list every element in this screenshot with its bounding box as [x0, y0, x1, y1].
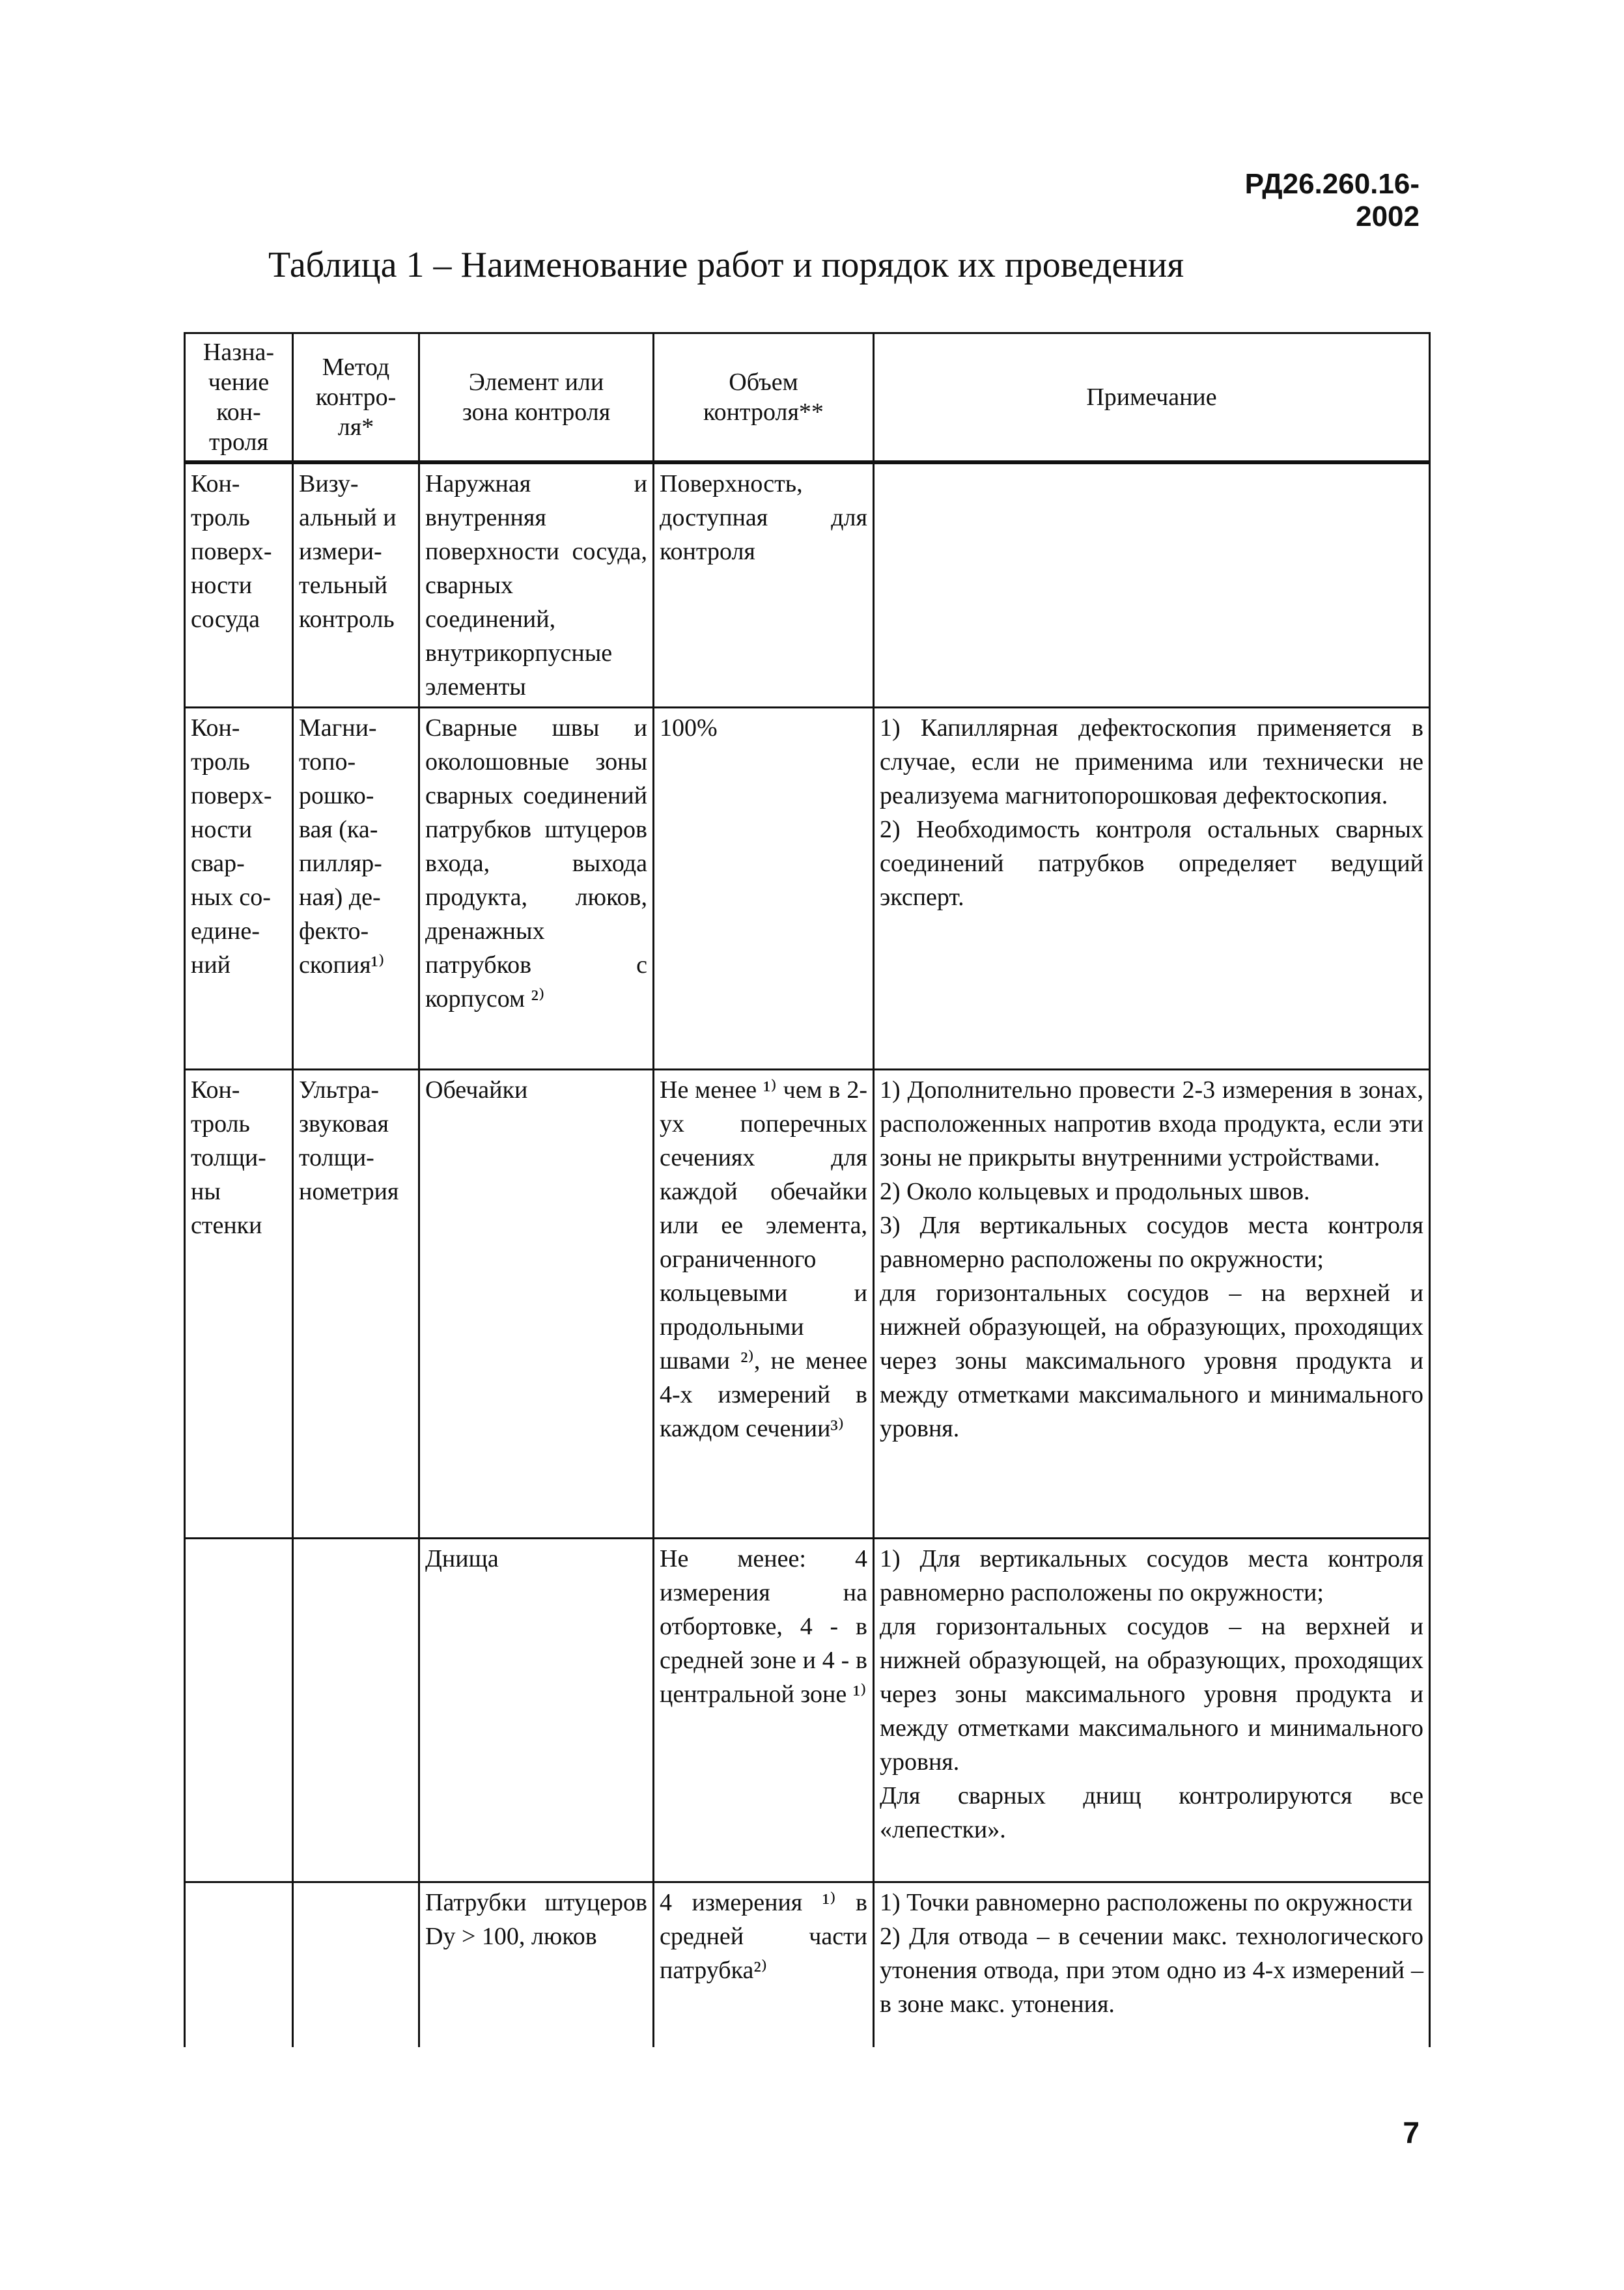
- table-header-row: [185, 333, 1430, 462]
- cell-method: Ультра- звуковая толщи- нометрия: [293, 1069, 419, 1538]
- page-number: 7: [1403, 2115, 1420, 2149]
- cell-note: [874, 462, 1430, 708]
- header-note: Примечание: [874, 333, 1430, 462]
- cell-volume: Не менее ¹⁾ чем в 2-ух поперечных сечениях для каждой обечайки или ее элемента, ограниченного кольцевыми и продольными швами ²⁾, не менее 4-х измерений в каждом сечении³⁾: [654, 1069, 874, 1538]
- cell-purpose: [185, 1538, 293, 1882]
- cell-element: Обечайки: [419, 1069, 654, 1538]
- works-table: [184, 332, 1431, 2047]
- cell-note: 1) Для вертикальных сосудов места контроля равномерно расположены по окружности; для горизонтальных сосудов – на верхней и нижней образующей, на образующих, проходящих через зоны максимального уровня продукта и между отметками максимального и минимального уровня. Для сварных днищ контролируются все «лепестки».: [874, 1538, 1430, 1882]
- table-row: [185, 1069, 1430, 1538]
- cell-purpose: Кон- троль поверх- ности свар- ных со- едине- ний: [185, 707, 293, 1069]
- document-code: РД26.260.16-2002: [1244, 168, 1420, 232]
- cell-purpose: Кон- троль толщи- ны стенки: [185, 1069, 293, 1538]
- header-purpose: Назна- чение кон- троля: [185, 333, 293, 462]
- cell-volume: Поверхность, доступная для контроля: [654, 462, 874, 708]
- cell-note: 1) Точки равномерно расположены по окружности 2) Для отвода – в сечении макс. технологического утонения отвода, при этом одно из 4-х измерений – в зоне макс. утонения.: [874, 1882, 1430, 2047]
- cell-volume: Не менее: 4 измерения на отбортовке, 4 - в средней зоне и 4 - в центральной зоне ¹⁾: [654, 1538, 874, 1882]
- header-method: Метод контро- ля*: [293, 333, 419, 462]
- cell-volume: 100%: [654, 707, 874, 1069]
- table-title: Таблица 1 – Наименование работ и порядок их проведения: [268, 245, 1184, 285]
- cell-purpose: Кон- троль поверх- ности сосуда: [185, 462, 293, 708]
- table-row: [185, 1882, 1430, 2047]
- cell-method: Магни- топо- рошко- вая (ка- пилляр- ная) де- фекто- скопия¹⁾: [293, 707, 419, 1069]
- cell-note: 1) Дополнительно провести 2-3 измерения в зонах, расположенных напротив входа продукта, если эти зоны не прикрыты внутренними устройствами. 2) Около кольцевых и продольных швов. 3) Для вертикальных сосудов места контроля равномерно расположены по окружности; для горизонтальных сосудов – на верхней и нижней образующей, на образующих, проходящих через зоны максимального уровня продукта и между отметками максимального и минимального уровня.: [874, 1069, 1430, 1538]
- cell-method: Визу- альный и измери- тельный контроль: [293, 462, 419, 708]
- cell-method: [293, 1882, 419, 2047]
- cell-element: Патрубки штуцеров Dy > 100, люков: [419, 1882, 654, 2047]
- table-row: [185, 462, 1430, 708]
- cell-volume: 4 измерения ¹⁾ в средней части патрубка²⁾: [654, 1882, 874, 2047]
- header-element: Элемент или зона контроля: [419, 333, 654, 462]
- cell-element: Сварные швы и околошовные зоны сварных соединений патрубков штуцеров входа, выхода продукта, люков, дренажных патрубков с корпусом ²⁾: [419, 707, 654, 1069]
- cell-note: 1) Капиллярная дефектоскопия применяется в случае, если не применима или технически не реализуема магнитопорошковая дефектоскопия. 2) Необходимость контроля остальных сварных соединений патрубков определяет ведущий эксперт.: [874, 707, 1430, 1069]
- table-row: [185, 707, 1430, 1069]
- cell-method: [293, 1538, 419, 1882]
- cell-element: Наружная и внутренняя поверхности сосуда, сварных соединений, внутрикорпусные элементы: [419, 462, 654, 708]
- cell-element: Днища: [419, 1538, 654, 1882]
- header-volume: Объем контроля**: [654, 333, 874, 462]
- table-row: [185, 1538, 1430, 1882]
- cell-purpose: [185, 1882, 293, 2047]
